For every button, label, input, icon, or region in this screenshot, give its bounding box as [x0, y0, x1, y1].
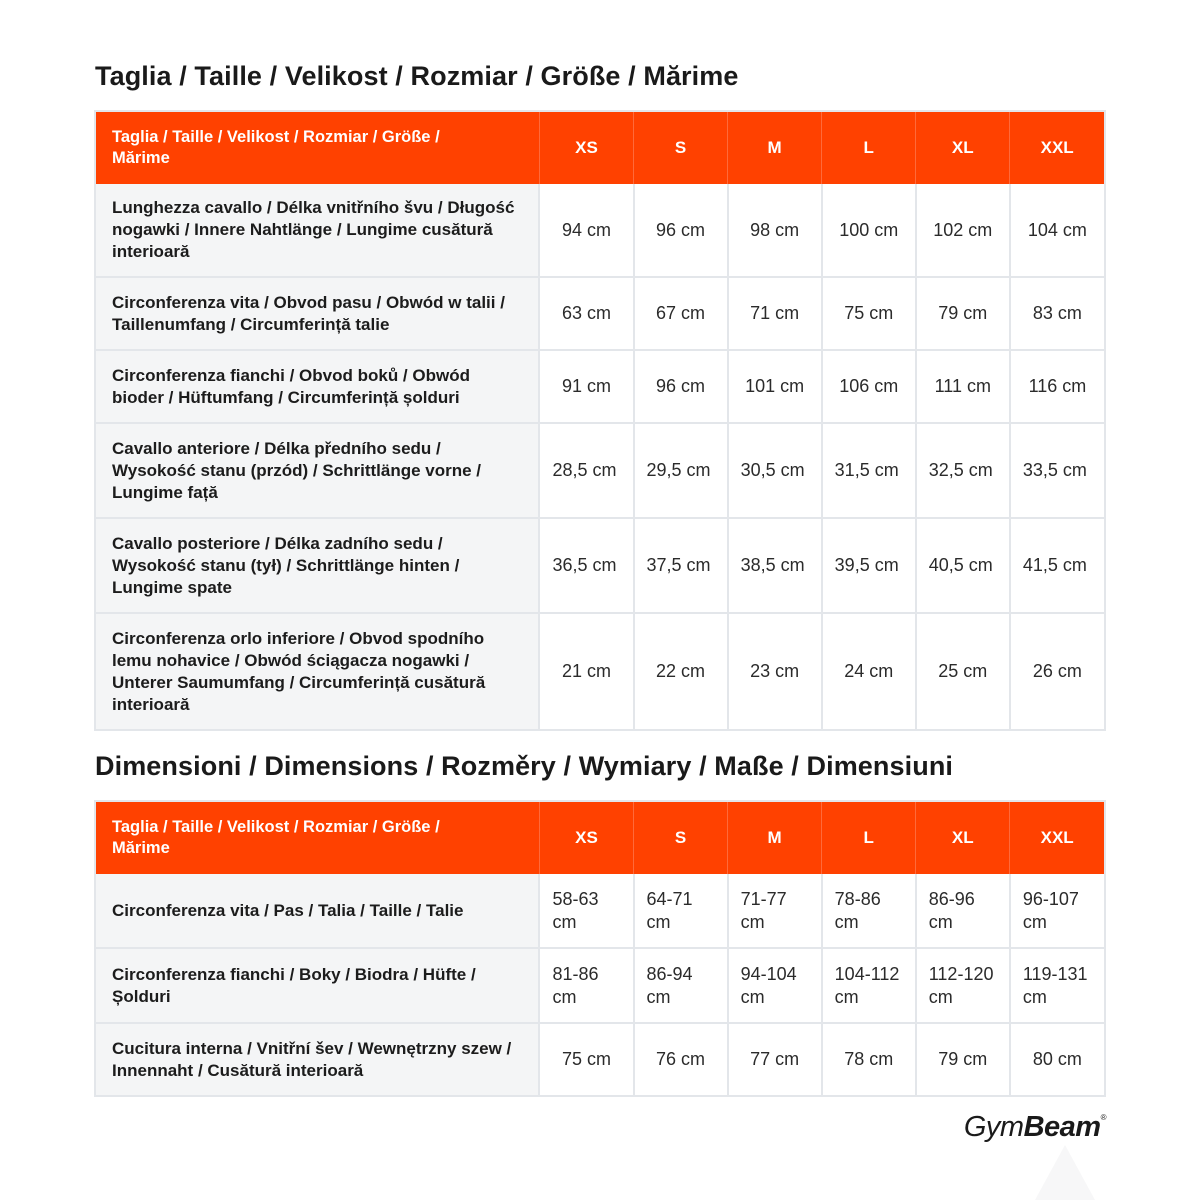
table-cell: 96 cm — [634, 350, 728, 423]
size-header-cell: S — [634, 802, 728, 874]
table-cell: 104-112 cm — [822, 948, 916, 1023]
row-label: Cucitura interna / Vnitřní šev / Wewnętrzny szew / Innennaht / Cusătură interioară — [96, 1023, 539, 1095]
table-cell: 21 cm — [539, 613, 633, 729]
logo-part-beam: Beam — [1023, 1111, 1101, 1143]
table-cell: 86-94 cm — [634, 948, 728, 1023]
table-cell: 94 cm — [539, 184, 633, 277]
table-cell: 112-120 cm — [916, 948, 1010, 1023]
table-cell: 39,5 cm — [822, 518, 916, 613]
table-cell: 79 cm — [916, 1023, 1010, 1095]
table-cell: 28,5 cm — [539, 423, 633, 518]
table-cell: 29,5 cm — [634, 423, 728, 518]
size-table-container — [94, 110, 1106, 731]
row-label: Lunghezza cavallo / Délka vnitřního švu / Długość nogawki / Innere Nahtlänge / Lungime cusătură interioară — [96, 184, 539, 277]
table-cell: 30,5 cm — [728, 423, 822, 518]
table-cell: 75 cm — [822, 277, 916, 350]
table-cell: 98 cm — [728, 184, 822, 277]
size-header-cell: XS — [539, 802, 633, 874]
size-header-cell: XXL — [1010, 112, 1104, 184]
table-cell: 80 cm — [1010, 1023, 1104, 1095]
table-cell: 71 cm — [728, 277, 822, 350]
table-cell: 104 cm — [1010, 184, 1104, 277]
table-cell: 96-107 cm — [1010, 874, 1104, 948]
table-cell: 71-77 cm — [728, 874, 822, 948]
table-cell: 24 cm — [822, 613, 916, 729]
table-cell: 41,5 cm — [1010, 518, 1104, 613]
table-row — [96, 1023, 1104, 1095]
size-header-cell: XXL — [1010, 802, 1104, 874]
table-cell: 25 cm — [916, 613, 1010, 729]
size-header-cell: XS — [539, 112, 633, 184]
table-cell: 75 cm — [539, 1023, 633, 1095]
size-header-cell: S — [634, 112, 728, 184]
table-cell: 106 cm — [822, 350, 916, 423]
table-cell: 22 cm — [634, 613, 728, 729]
row-label: Circonferenza orlo inferiore / Obvod spodního lemu nohavice / Obwód ściągacza nogawki / Unterer Saumumfang / Circumferință cusătură interioară — [96, 613, 539, 729]
dimensions-table-header-row — [96, 802, 1104, 874]
size-table — [96, 112, 1104, 729]
table-cell: 78-86 cm — [822, 874, 916, 948]
row-label: Circonferenza fianchi / Boky / Biodra / Hüfte / Șolduri — [96, 948, 539, 1023]
table-row — [96, 350, 1104, 423]
table-cell: 100 cm — [822, 184, 916, 277]
table-row — [96, 423, 1104, 518]
dimensions-table-title: Dimensioni / Dimensions / Rozměry / Wymiary / Maße / Dimensiuni — [95, 751, 954, 781]
row-label: Circonferenza fianchi / Obvod boků / Obwód bioder / Hüftumfang / Circumferință șolduri — [96, 350, 539, 423]
table-cell: 32,5 cm — [916, 423, 1010, 518]
table-row — [96, 874, 1104, 948]
row-label: Cavallo anteriore / Délka předního sedu / Wysokość stanu (przód) / Schrittlänge vorne / Lungime față — [96, 423, 539, 518]
dimensions-table — [96, 802, 1104, 1095]
table-cell: 102 cm — [916, 184, 1010, 277]
table-row — [96, 613, 1104, 729]
table-cell: 37,5 cm — [634, 518, 728, 613]
table-row — [96, 277, 1104, 350]
size-header-cell: M — [728, 802, 822, 874]
dimensions-table-container — [94, 800, 1106, 1097]
row-label: Cavallo posteriore / Délka zadního sedu / Wysokość stanu (tył) / Schrittlänge hinten / Lungime spate — [96, 518, 539, 613]
table-cell: 91 cm — [539, 350, 633, 423]
table-cell: 31,5 cm — [822, 423, 916, 518]
table-cell: 23 cm — [728, 613, 822, 729]
table-cell: 67 cm — [634, 277, 728, 350]
table-cell: 94-104 cm — [728, 948, 822, 1023]
table-cell: 64-71 cm — [634, 874, 728, 948]
table-row — [96, 518, 1104, 613]
registered-mark: ® — [1100, 1113, 1106, 1122]
dimensions-table-header-label: Taglia / Taille / Velikost / Rozmiar / Größe / Mărime — [96, 802, 539, 874]
table-cell: 96 cm — [634, 184, 728, 277]
table-cell: 33,5 cm — [1010, 423, 1104, 518]
gymbeam-logo — [964, 1111, 1106, 1144]
table-cell: 63 cm — [539, 277, 633, 350]
table-cell: 78 cm — [822, 1023, 916, 1095]
table-cell: 77 cm — [728, 1023, 822, 1095]
table-row — [96, 184, 1104, 277]
table-cell: 101 cm — [728, 350, 822, 423]
background-triangle — [1035, 1145, 1095, 1200]
row-label: Circonferenza vita / Obvod pasu / Obwód w talii / Taillenumfang / Circumferință talie — [96, 277, 539, 350]
size-header-cell: XL — [916, 112, 1010, 184]
table-row — [96, 948, 1104, 1023]
table-cell: 111 cm — [916, 350, 1010, 423]
size-header-cell: M — [728, 112, 822, 184]
size-header-cell: L — [822, 802, 916, 874]
table-cell: 83 cm — [1010, 277, 1104, 350]
row-label: Circonferenza vita / Pas / Talia / Taille / Talie — [96, 874, 539, 948]
size-header-cell: L — [822, 112, 916, 184]
size-table-header-label: Taglia / Taille / Velikost / Rozmiar / Größe / Mărime — [96, 112, 539, 184]
table-cell: 58-63 cm — [539, 874, 633, 948]
table-cell: 79 cm — [916, 277, 1010, 350]
size-table-title: Taglia / Taille / Velikost / Rozmiar / Größe / Mărime — [95, 61, 739, 91]
size-table-header-row — [96, 112, 1104, 184]
table-cell: 26 cm — [1010, 613, 1104, 729]
table-cell: 86-96 cm — [916, 874, 1010, 948]
table-cell: 81-86 cm — [539, 948, 633, 1023]
table-cell: 119-131 cm — [1010, 948, 1104, 1023]
logo-part-gym: Gym — [963, 1111, 1024, 1143]
size-header-cell: XL — [916, 802, 1010, 874]
table-cell: 40,5 cm — [916, 518, 1010, 613]
table-cell: 76 cm — [634, 1023, 728, 1095]
table-cell: 116 cm — [1010, 350, 1104, 423]
table-cell: 36,5 cm — [539, 518, 633, 613]
table-cell: 38,5 cm — [728, 518, 822, 613]
